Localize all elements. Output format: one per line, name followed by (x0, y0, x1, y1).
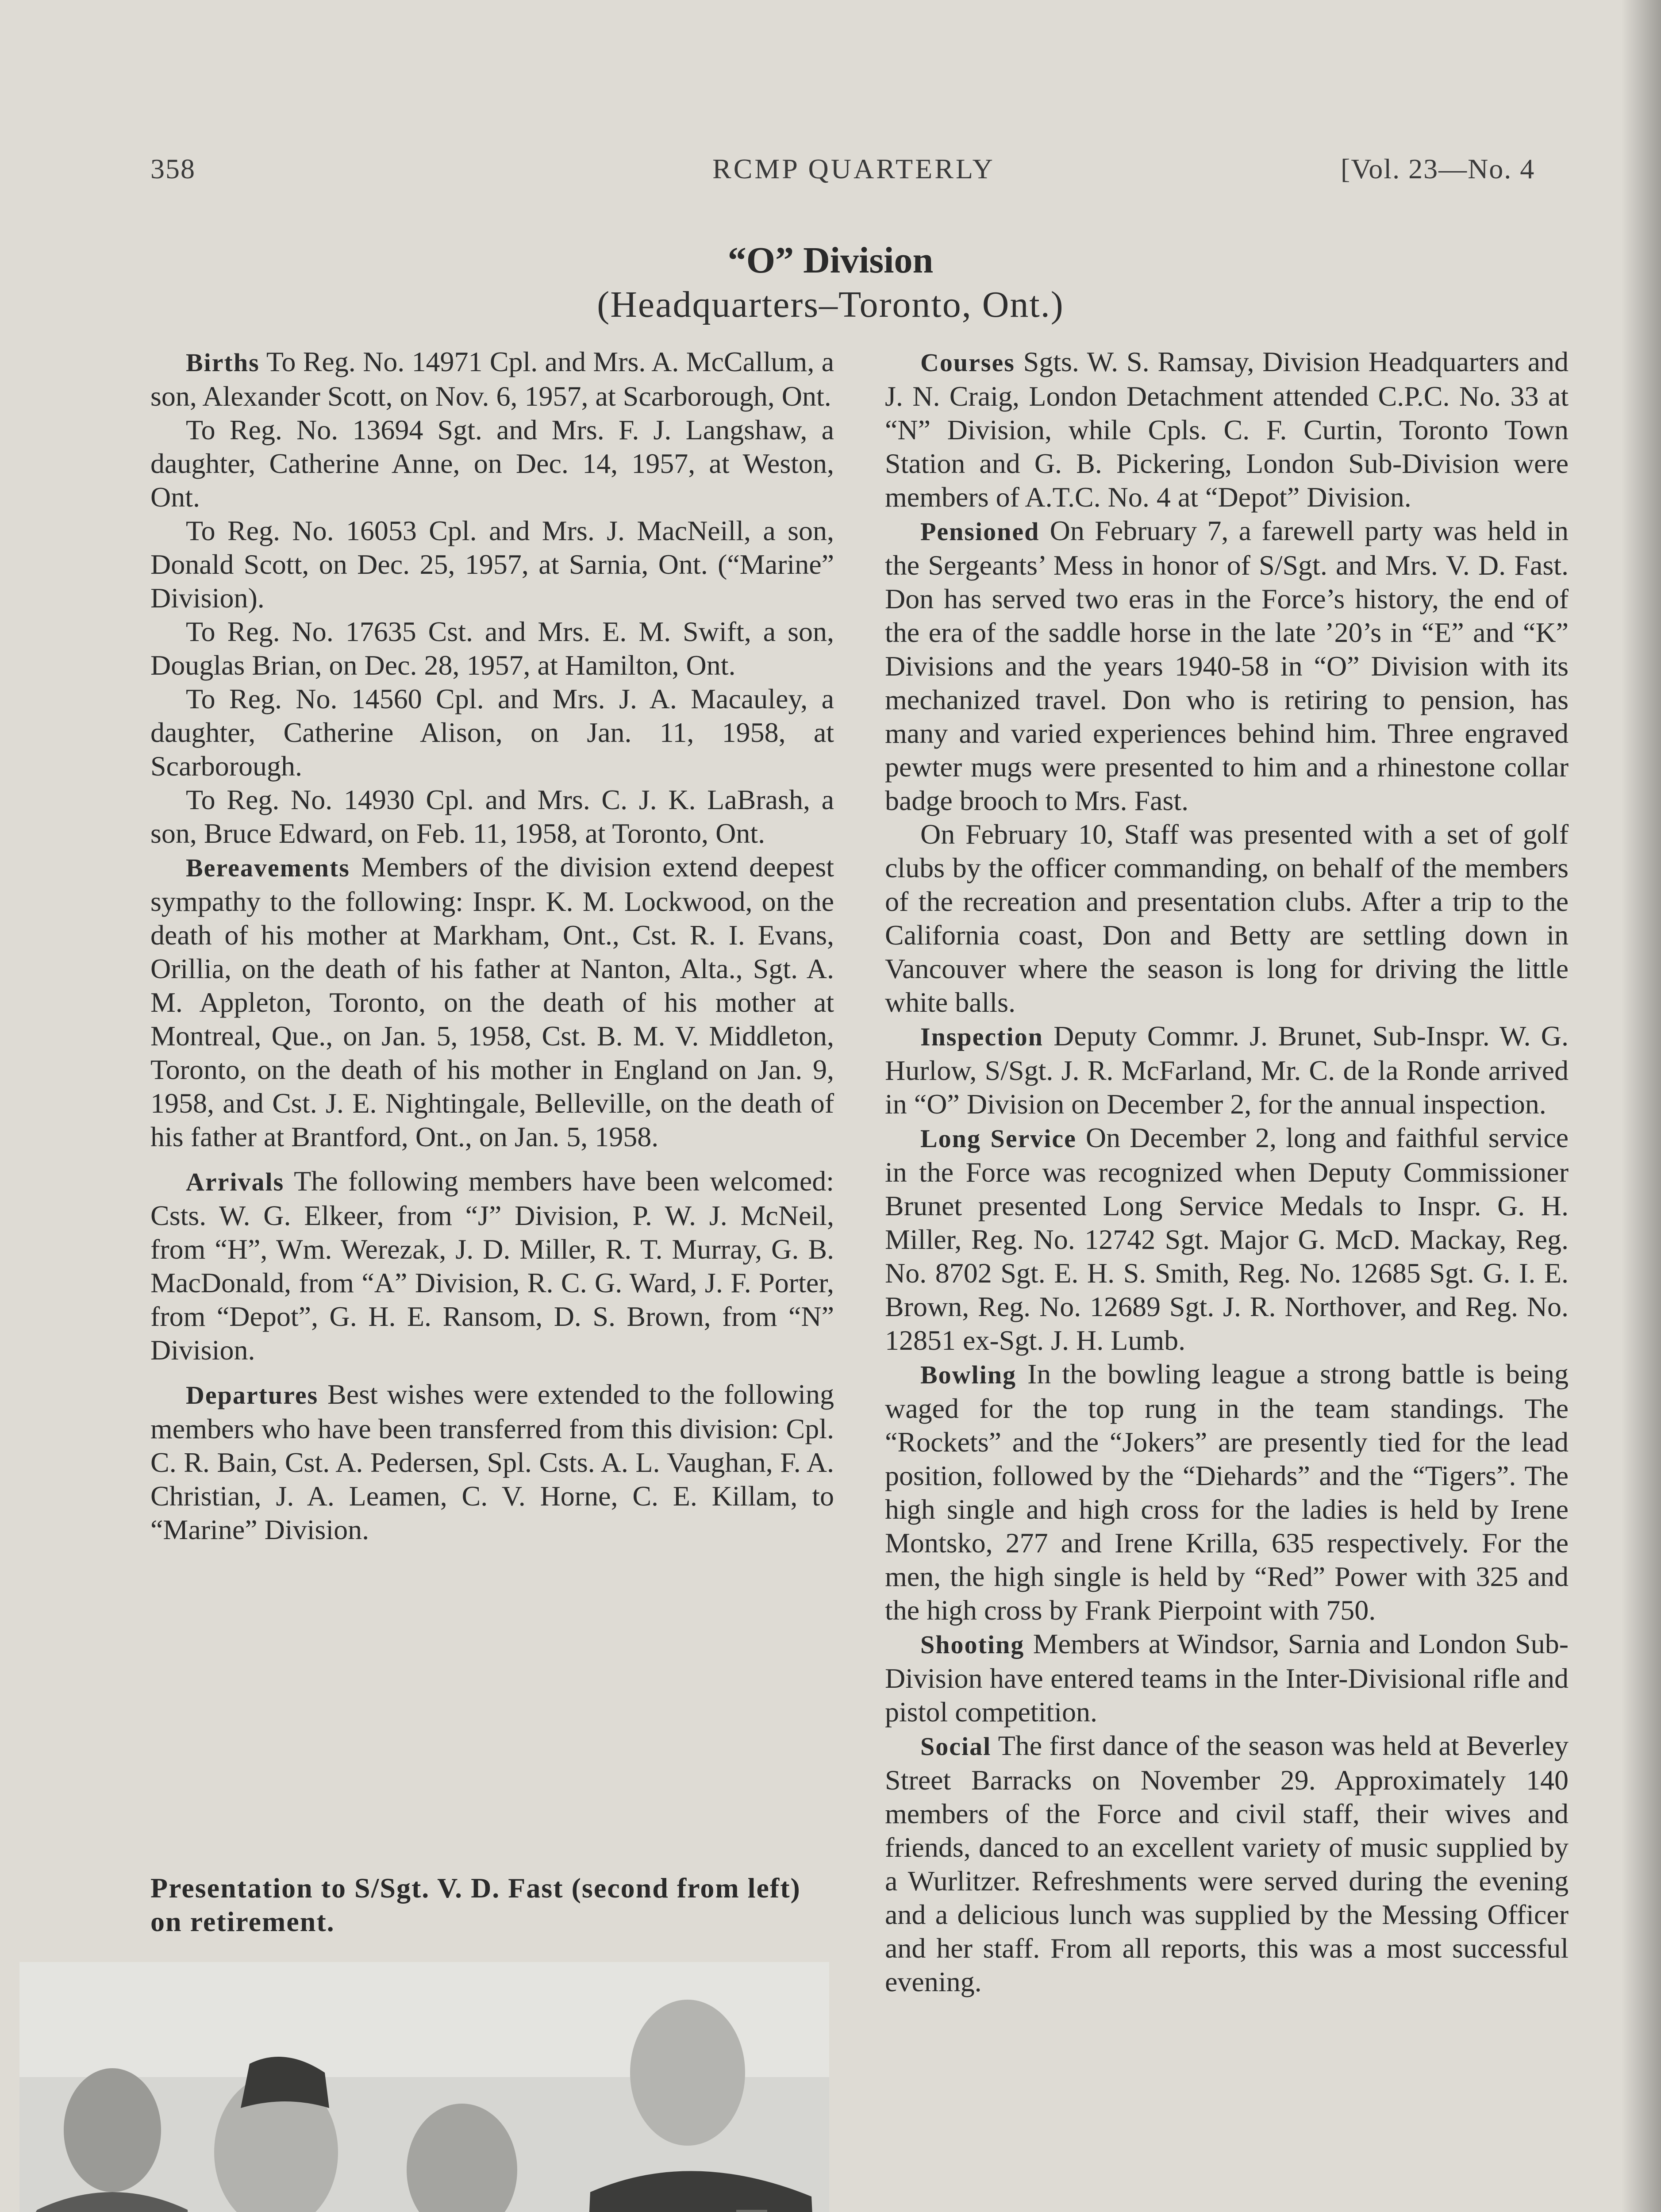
social-heading: Social (920, 1732, 992, 1761)
longservice-heading: Long Service (920, 1124, 1077, 1153)
publication-title: RCMP QUARTERLY (712, 153, 995, 184)
births-text-4: To Reg. No. 17635 Cst. and Mrs. E. M. Swift, a son, Douglas Brian, on Dec. 28, 1957, at Hamilton, Ont. (150, 616, 834, 681)
births-text-5: To Reg. No. 14560 Cpl. and Mrs. J. A. Macauley, a daughter, Catherine Alison, on Jan. 11, 1958, at Scarborough. (150, 683, 834, 782)
departures-heading: Departures (186, 1381, 319, 1409)
births-text-1: To Reg. No. 14971 Cpl. and Mrs. A. McCallum, a son, Alexander Scott, on Nov. 6, 1957, at Scarborough, Ont. (150, 346, 834, 412)
page-edge-shadow (1621, 0, 1661, 2212)
births-heading: Births (186, 348, 260, 377)
bereavements-text: Members of the division extend deepest sympathy to the following: Inspr. K. M. Lockwood, on the death of his mother at Markham, Ont., Cst. R. I. Evans, Orillia, on the death of his father at Nanton, Alta., Sgt. A. M. Appleton, Toronto, on the death of his mother at Montreal, Que., on Jan. 5, 1958, Cst. B. M. V. Middleton, Toronto, on the death of his mother in England on Jan. 9, 1958, and Cst. J. E. Nightingale, Belleville, on the death of his father at Brantford, Ont., on Jan. 5, 1958. (150, 851, 834, 1152)
departures-paragraph (150, 1378, 834, 1547)
shooting-text: Members at Windsor, Sarnia and London Sub-Division have entered teams in the Inter-Divisional rifle and pistol competition. (885, 1628, 1569, 1728)
inspection-paragraph (885, 1019, 1569, 1121)
longservice-paragraph (885, 1121, 1569, 1357)
arrivals-heading: Arrivals (186, 1167, 285, 1196)
photo-caption: Presentation to S/Sgt. V. D. Fast (second from left) on retirement. (150, 1872, 801, 1937)
volume-info: [Vol. 23—No. 4 (1341, 153, 1535, 184)
section-subtitle: (Headquarters–Toronto, Ont.) (597, 284, 1064, 325)
courses-paragraph (885, 345, 1569, 514)
inspection-heading: Inspection (920, 1022, 1043, 1051)
pensioned-heading: Pensioned (920, 517, 1040, 546)
births-text-2: To Reg. No. 13694 Sgt. and Mrs. F. J. Langshaw, a daughter, Catherine Anne, on Dec. 14, 1957, at Weston, Ont. (150, 414, 834, 513)
births-paragraph (150, 345, 834, 413)
shooting-heading: Shooting (920, 1630, 1025, 1659)
pensioned-text-2: On February 10, Staff was presented with a set of golf clubs by the officer commanding, on behalf of the members of the recreation and presentation clubs. After a trip to the California coast, Don and Betty are settling down in Vancouver where the season is long for driving the little white balls. (885, 818, 1569, 1018)
births-text-6: To Reg. No. 14930 Cpl. and Mrs. C. J. K. LaBrash, a son, Bruce Edward, on Feb. 11, 1958, at Toronto, Ont. (150, 784, 834, 849)
pensioned-text: On February 7, a farewell party was held in the Sergeants’ Mess in honor of S/Sgt. and Mrs. V. D. Fast. Don has served two eras in the Force’s history, the end of the era of the saddle horse in the late ’20’s in “E” and “K” Divisions and the years 1940-58 in “O” Division with its mechanized travel. Don who is retiring to pension, has many and varied experiences behind him. Three engraved pewter mugs were presented to him and a rhinestone collar badge brooch to Mrs. Fast. (885, 515, 1569, 816)
courses-text: Sgts. W. S. Ramsay, Division Headquarters and J. N. Craig, London Detachment attended C.P.C. No. 33 at “N” Division, while Cpls. C. F. Curtin, Toronto Town Station and G. B. Pickering, London Sub-Division were members of A.T.C. No. 4 at “Depot” Division. (885, 346, 1569, 513)
page-number: 358 (150, 153, 196, 184)
longservice-text: On December 2, long and faithful service in the Force was recognized when Deputy Commissioner Brunet presented Long Service Medals to Inspr. G. H. Miller, Reg. No. 12742 Sgt. Major G. McD. Mackay, Reg. No. 8702 Sgt. E. H. S. Smith, Reg. No. 12685 Sgt. G. I. E. Brown, Reg. No. 12689 Sgt. J. R. Northover, and Reg. No. 12851 ex-Sgt. J. H. Lumb. (885, 1122, 1569, 1356)
section-title: “O” Division (727, 240, 934, 281)
bowling-heading: Bowling (920, 1360, 1017, 1389)
pensioned-paragraph (885, 514, 1569, 818)
bereavements-heading: Bereavements (186, 853, 350, 882)
courses-heading: Courses (920, 348, 1015, 377)
right-column (885, 345, 1569, 2212)
bowling-paragraph (885, 1357, 1569, 1627)
bowling-text: In the bowling league a strong battle is being waged for the top rung in the team standings. The “Rockets” and the “Jokers” are presently tied for the lead position, followed by the “Diehards” and the “Tigers”. The high single and high cross for the ladies is held by Irene Montsko, 277 and Irene Krilla, 635 respectively. For the men, the high single is held by “Red” Power with 325 and the high cross by Frank Pierpoint with 750. (885, 1358, 1569, 1626)
departures-text: Best wishes were extended to the following members who have been transferred from this division: Cpl. C. R. Bain, Cst. A. Pedersen, Spl. Csts. A. L. Vaughan, F. A. Christian, J. A. Leamen, C. V. Horne, C. E. Killam, to “Marine” Division. (150, 1379, 834, 1545)
social-text: The first dance of the season was held at Beverley Street Barracks on November 29. Approximately 140 members of the Force and civil staff, their wives and friends, danced to an excellent variety of music supplied by a Wurlitzer. Refreshments were served during the evening and a delicious lunch was supplied by the Messing Officer and her staff. From all reports, this was a most successful evening. (885, 1730, 1569, 1997)
shooting-paragraph (885, 1627, 1569, 1729)
arrivals-text: The following members have been welcomed: Csts. W. G. Elkeer, from “J” Division, P. W. J. McNeil, from “H”, Wm. Werezak, J. D. Miller, R. T. Murray, G. B. MacDonald, from “A” Division, R. C. G. Ward, J. F. Porter, from “Depot”, G. H. E. Ransom, D. S. Brown, from “N” Division. (150, 1165, 834, 1366)
presentation-photo (19, 1962, 829, 2212)
births-text-3: To Reg. No. 16053 Cpl. and Mrs. J. MacNeill, a son, Donald Scott, on Dec. 25, 1957, at Sarnia, Ont. (“Marine” Division). (150, 515, 834, 614)
left-column (150, 345, 834, 1849)
photo-illustration (19, 1962, 829, 2212)
bereavements-paragraph (150, 850, 834, 1154)
social-paragraph (885, 1729, 1569, 1999)
inspection-text: Deputy Commr. J. Brunet, Sub-Inspr. W. G. Hurlow, S/Sgt. J. R. McFarland, Mr. C. de la Ronde arrived in “O” Division on December 2, for the annual inspection. (885, 1020, 1569, 1120)
arrivals-paragraph (150, 1164, 834, 1367)
